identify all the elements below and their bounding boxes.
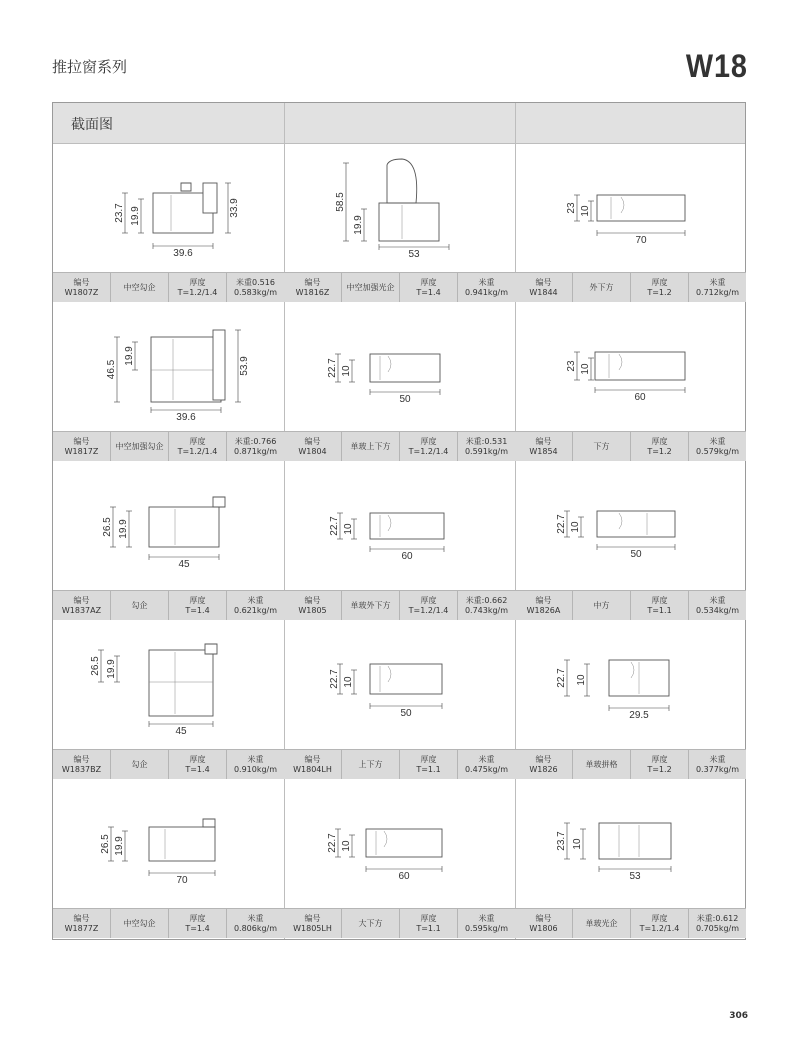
profile-thickness: T=1.2/1.4: [408, 605, 449, 615]
thickness-cell: [631, 432, 689, 461]
profile-name: 单玻上下方: [350, 441, 391, 451]
profile-cell: [284, 779, 515, 938]
dimension-label: 60: [634, 392, 646, 403]
weight-cell: [458, 909, 515, 938]
profile-drawing: [284, 143, 515, 273]
code-label: 编号: [304, 595, 321, 605]
weight-cell: [689, 432, 746, 461]
profile-thickness: T=1.2/1.4: [408, 446, 449, 456]
code-cell: [53, 750, 111, 779]
code-cell: [53, 591, 111, 620]
profile-code: W1805: [298, 605, 327, 615]
code-label: 编号: [304, 754, 321, 764]
code-cell: [284, 432, 342, 461]
profile-drawing: [515, 620, 746, 750]
profile-info-bar: [53, 590, 284, 620]
thickness-label: 厚度: [420, 436, 437, 446]
name-cell: [573, 591, 631, 620]
dimension-label: 19.9: [130, 206, 141, 226]
code-label: 编号: [73, 277, 90, 287]
profile-drawing: [515, 779, 746, 909]
dimension-label: 23: [566, 202, 577, 214]
profile-weight: 0.743kg/m: [464, 605, 509, 615]
thickness-cell: [400, 909, 458, 938]
dimension-label: 29.5: [629, 710, 649, 721]
name-cell: [342, 750, 400, 779]
header-divider: [515, 103, 516, 143]
code-cell: [284, 909, 342, 938]
dimension-label: 10: [580, 205, 591, 217]
profile-name: 单玻拼格: [585, 759, 618, 769]
weight-cell: [458, 750, 515, 779]
profile-cell: [53, 620, 284, 779]
profile-drawing: [284, 302, 515, 432]
weight-cell: [227, 909, 284, 938]
profile-weight: 0.595kg/m: [464, 923, 509, 933]
code-label: 编号: [73, 913, 90, 923]
code-cell: [284, 591, 342, 620]
dimension-label: 22.7: [329, 516, 340, 536]
profile-code: W1837BZ: [61, 764, 102, 774]
thickness-label: 厚度: [651, 436, 668, 446]
profile-thickness: T=1.1: [416, 923, 441, 933]
page-number: 306: [729, 1011, 748, 1021]
profile-info-bar: [53, 272, 284, 302]
name-cell: [342, 273, 400, 302]
profile-drawing: [53, 461, 284, 591]
thickness-cell: [631, 273, 689, 302]
profile-thickness: T=1.2: [647, 287, 672, 297]
weight-label: 米重: [478, 754, 495, 764]
profile-name: 勾企: [131, 759, 148, 769]
profile-code: W1805LH: [293, 923, 332, 933]
name-cell: [573, 750, 631, 779]
code-label: 编号: [73, 436, 90, 446]
dimension-label: 60: [398, 871, 410, 882]
thickness-cell: [169, 432, 227, 461]
thickness-label: 厚度: [189, 436, 206, 446]
code-cell: [284, 750, 342, 779]
code-label: 编号: [535, 277, 552, 287]
weight-label: 米重: [247, 595, 264, 605]
profile-drawing: [284, 779, 515, 909]
dimension-label: 50: [630, 549, 642, 560]
profile-cell: [515, 461, 746, 620]
dimension-label: 39.6: [173, 248, 193, 259]
weight-label: 米重: [478, 913, 495, 923]
name-cell: [111, 750, 169, 779]
code-label: 编号: [73, 595, 90, 605]
header-divider: [284, 103, 285, 143]
profile-name: 中空勾企: [123, 918, 156, 928]
profile-drawing: [53, 302, 284, 432]
profile-thickness: T=1.2/1.4: [639, 923, 680, 933]
profile-cell: [515, 302, 746, 461]
profile-name: 单玻外下方: [350, 600, 391, 610]
dimension-label: 22.7: [556, 514, 567, 534]
weight-cell: [227, 432, 284, 461]
name-cell: [573, 273, 631, 302]
weight-label: 米重: [709, 277, 726, 287]
dimension-label: 45: [178, 559, 190, 570]
weight-label: 米重: [478, 277, 495, 287]
profile-info-bar: [515, 590, 746, 620]
thickness-label: 厚度: [651, 913, 668, 923]
profile-name: 下方: [593, 441, 610, 451]
dimension-label: 19.9: [118, 519, 129, 539]
profile-thickness: T=1.2/1.4: [177, 287, 218, 297]
dimension-label: 26.5: [100, 834, 111, 854]
profile-weight: 0.871kg/m: [233, 446, 278, 456]
weight-cell: [458, 273, 515, 302]
profile-cell: [53, 779, 284, 938]
thickness-cell: [400, 273, 458, 302]
weight-cell: [227, 750, 284, 779]
profile-thickness: T=1.4: [185, 605, 210, 615]
weight-cell: [458, 591, 515, 620]
weight-cell: [689, 750, 746, 779]
profile-cell: [515, 143, 746, 302]
code-label: 编号: [73, 754, 90, 764]
profile-drawing: [515, 461, 746, 591]
thickness-cell: [400, 591, 458, 620]
dimension-label: 23.7: [556, 831, 567, 851]
thickness-cell: [400, 432, 458, 461]
thickness-label: 厚度: [420, 595, 437, 605]
dimension-label: 19.9: [353, 215, 364, 235]
thickness-cell: [169, 750, 227, 779]
dimension-label: 23: [566, 360, 577, 372]
thickness-cell: [631, 750, 689, 779]
profile-drawing: [284, 461, 515, 591]
profile-weight: 0.579kg/m: [695, 446, 740, 456]
code-cell: [515, 591, 573, 620]
name-cell: [111, 591, 169, 620]
dimension-label: 50: [400, 708, 412, 719]
profile-cell: [515, 779, 746, 938]
name-cell: [342, 591, 400, 620]
profile-info-bar: [53, 908, 284, 938]
profile-info-bar: [284, 749, 515, 779]
dimension-label: 10: [576, 674, 587, 686]
code-label: 编号: [535, 754, 552, 764]
code-label: 编号: [535, 913, 552, 923]
profile-name: 上下方: [358, 759, 383, 769]
profile-cell: [284, 143, 515, 302]
profile-thickness: T=1.1: [416, 764, 441, 774]
weight-label: 米重: [709, 595, 726, 605]
profile-code: W1806: [529, 923, 558, 933]
code-cell: [515, 750, 573, 779]
profile-drawing: [515, 143, 746, 273]
weight-label: 米重0.516: [236, 277, 275, 287]
profile-weight: 0.910kg/m: [233, 764, 278, 774]
name-cell: [342, 432, 400, 461]
weight-label: 米重: [709, 436, 726, 446]
thickness-label: 厚度: [189, 754, 206, 764]
dimension-label: 70: [635, 235, 647, 246]
thickness-label: 厚度: [420, 913, 437, 923]
dimension-label: 10: [341, 840, 352, 852]
profile-weight: 0.806kg/m: [233, 923, 278, 933]
name-cell: [111, 909, 169, 938]
profile-weight: 0.705kg/m: [695, 923, 740, 933]
code-cell: [53, 909, 111, 938]
profile-weight: 0.591kg/m: [464, 446, 509, 456]
profile-thickness: T=1.2: [647, 446, 672, 456]
profile-name: 中方: [593, 600, 610, 610]
profile-thickness: T=1.4: [185, 764, 210, 774]
profile-code: W1854: [529, 446, 558, 456]
profile-name: 中空加强光企: [346, 282, 395, 292]
dimension-label: 10: [572, 838, 583, 850]
dimension-label: 53.9: [239, 356, 250, 376]
dimension-label: 10: [343, 676, 354, 688]
dimension-label: 19.9: [106, 659, 117, 679]
profile-info-bar: [515, 272, 746, 302]
profile-info-bar: [515, 431, 746, 461]
code-label: 编号: [535, 595, 552, 605]
name-cell: [342, 909, 400, 938]
weight-label: 米重: [247, 754, 264, 764]
weight-cell: [458, 432, 515, 461]
name-cell: [573, 432, 631, 461]
profile-code: W1826: [529, 764, 558, 774]
thickness-cell: [631, 591, 689, 620]
profile-info-bar: [53, 431, 284, 461]
thickness-cell: [169, 909, 227, 938]
profile-weight: 0.583kg/m: [233, 287, 278, 297]
profile-cell: [284, 461, 515, 620]
profile-code: W1817Z: [64, 446, 99, 456]
profile-info-bar: [515, 749, 746, 779]
weight-cell: [689, 909, 746, 938]
series-title: 推拉窗系列: [52, 58, 128, 76]
profile-code: W1837AZ: [61, 605, 102, 615]
dimension-label: 60: [401, 551, 413, 562]
profile-cell: [284, 302, 515, 461]
code-label: 编号: [304, 436, 321, 446]
thickness-label: 厚度: [651, 277, 668, 287]
profile-drawing: [53, 620, 284, 750]
profile-weight: 0.377kg/m: [695, 764, 740, 774]
profile-cell: [284, 620, 515, 779]
profile-info-bar: [284, 431, 515, 461]
profile-weight: 0.941kg/m: [464, 287, 509, 297]
dimension-label: 70: [176, 875, 188, 886]
profile-info-bar: [284, 908, 515, 938]
profile-name: 单玻光企: [585, 918, 618, 928]
thickness-label: 厚度: [189, 277, 206, 287]
thickness-label: 厚度: [189, 595, 206, 605]
profile-drawing: [53, 779, 284, 909]
dimension-label: 33.9: [229, 198, 240, 218]
weight-label: 米重:0.531: [465, 436, 508, 446]
profile-thickness: T=1.4: [185, 923, 210, 933]
catalog-sheet: [52, 102, 746, 940]
profile-thickness: T=1.2/1.4: [177, 446, 218, 456]
profile-name: 中空勾企: [123, 282, 156, 292]
profile-thickness: T=1.2: [647, 764, 672, 774]
profile-weight: 0.712kg/m: [695, 287, 740, 297]
dimension-label: 22.7: [556, 668, 567, 688]
profile-drawing: [53, 143, 284, 273]
thickness-label: 厚度: [420, 277, 437, 287]
profile-code: W1877Z: [64, 923, 99, 933]
thickness-cell: [400, 750, 458, 779]
profile-weight: 0.475kg/m: [464, 764, 509, 774]
profile-thickness: T=1.4: [416, 287, 441, 297]
profile-cell: [515, 620, 746, 779]
dimension-label: 45: [175, 726, 187, 737]
profile-name: 勾企: [131, 600, 148, 610]
weight-cell: [689, 273, 746, 302]
profile-code: W1804LH: [293, 764, 332, 774]
dimension-label: 22.7: [329, 669, 340, 689]
weight-cell: [689, 591, 746, 620]
name-cell: [111, 432, 169, 461]
code-label: 编号: [535, 436, 552, 446]
dimension-label: 10: [341, 365, 352, 377]
weight-cell: [227, 273, 284, 302]
profile-info-bar: [284, 590, 515, 620]
profile-thickness: T=1.1: [647, 605, 672, 615]
header-band: [53, 103, 745, 144]
dimension-label: 26.5: [90, 656, 101, 676]
dimension-label: 53: [629, 871, 641, 882]
dimension-label: 39.6: [176, 412, 196, 423]
code-cell: [515, 909, 573, 938]
name-cell: [573, 909, 631, 938]
dimension-label: 46.5: [106, 359, 117, 380]
dimension-label: 22.7: [327, 833, 338, 853]
name-cell: [111, 273, 169, 302]
thickness-cell: [631, 909, 689, 938]
thickness-cell: [169, 273, 227, 302]
profile-drawing: [515, 302, 746, 432]
thickness-label: 厚度: [651, 595, 668, 605]
thickness-label: 厚度: [651, 754, 668, 764]
dimension-label: 10: [570, 521, 581, 533]
profile-code: W1826A: [526, 605, 561, 615]
profile-code: W1816Z: [295, 287, 330, 297]
section-label: 截面图: [71, 117, 113, 133]
profile-weight: 0.534kg/m: [695, 605, 740, 615]
profile-cell: [53, 143, 284, 302]
profile-code: W1804: [298, 446, 327, 456]
thickness-label: 厚度: [420, 754, 437, 764]
profile-cell: [53, 461, 284, 620]
profile-drawing: [284, 620, 515, 750]
profile-name: 大下方: [358, 918, 383, 928]
dimension-label: 10: [580, 363, 591, 375]
thickness-label: 厚度: [189, 913, 206, 923]
dimension-label: 26.5: [102, 517, 113, 537]
code-label: 编号: [304, 913, 321, 923]
weight-label: 米重: [247, 913, 264, 923]
profile-name: 中空加强勾企: [115, 441, 164, 451]
profile-weight: 0.621kg/m: [233, 605, 278, 615]
weight-cell: [227, 591, 284, 620]
weight-label: 米重:0.662: [465, 595, 508, 605]
dimension-label: 22.7: [327, 358, 338, 378]
profile-name: 外下方: [589, 282, 614, 292]
dimension-label: 53: [408, 249, 420, 260]
weight-label: 米重:0.766: [234, 436, 277, 446]
weight-label: 米重:0.612: [696, 913, 739, 923]
dimension-label: 23.7: [114, 203, 125, 223]
code-cell: [515, 432, 573, 461]
code-cell: [53, 432, 111, 461]
dimension-label: 50: [399, 394, 411, 405]
code-cell: [284, 273, 342, 302]
weight-label: 米重: [709, 754, 726, 764]
code-label: 编号: [304, 277, 321, 287]
profile-info-bar: [53, 749, 284, 779]
profile-info-bar: [284, 272, 515, 302]
thickness-cell: [169, 591, 227, 620]
code-cell: [53, 273, 111, 302]
profile-code: W1844: [529, 287, 558, 297]
series-code: W18: [686, 48, 748, 84]
profile-info-bar: [515, 908, 746, 938]
dimension-label: 19.9: [124, 346, 135, 366]
profile-code: W1807Z: [64, 287, 99, 297]
profile-cell: [53, 302, 284, 461]
dimension-label: 19.9: [114, 836, 125, 856]
dimension-label: 10: [343, 523, 354, 535]
dimension-label: 58.5: [335, 192, 346, 212]
code-cell: [515, 273, 573, 302]
